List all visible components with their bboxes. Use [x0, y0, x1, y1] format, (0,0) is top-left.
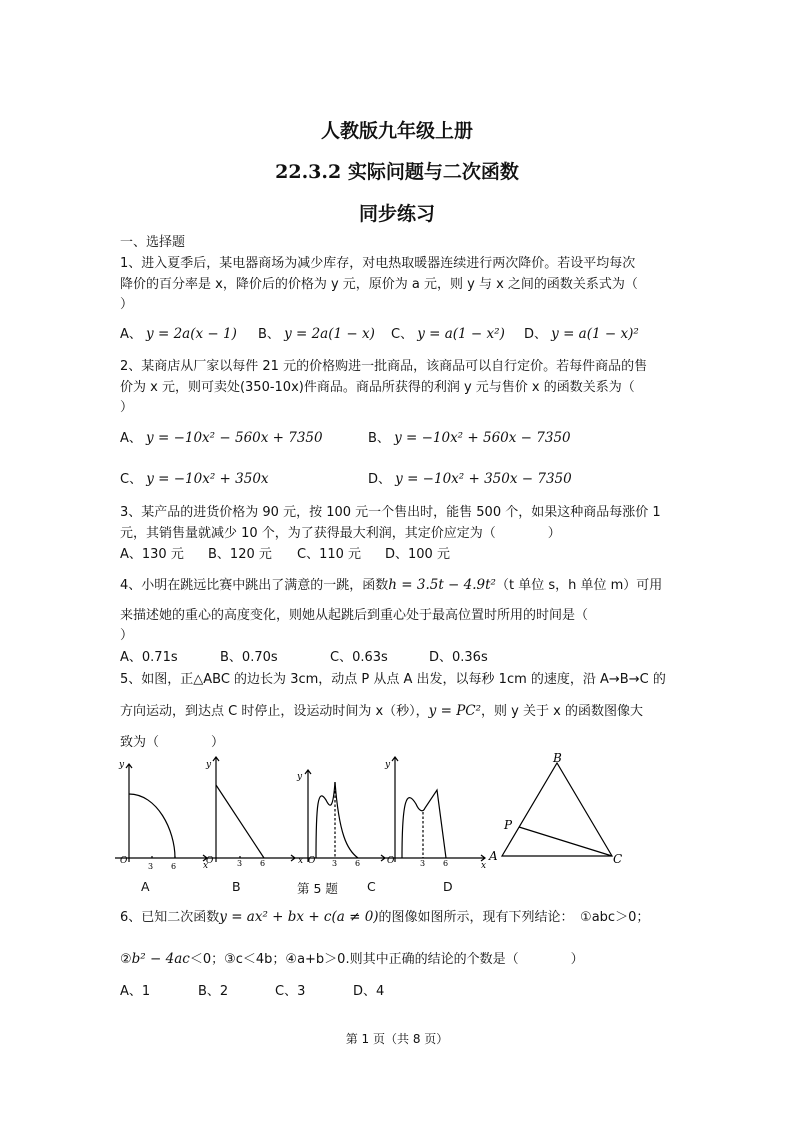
- title-line-2: 22.3.2 实际问题与二次函数: [275, 161, 519, 183]
- q6-option-b: B、2: [198, 984, 229, 999]
- q3-option-a: A、130 元: [120, 547, 184, 562]
- q5-figure: [115, 752, 635, 877]
- q4-option-d: D、0.36s: [429, 650, 488, 665]
- q5-formula: y = PC²: [428, 703, 482, 719]
- svg-text:y: y: [385, 760, 391, 770]
- svg-text:O: O: [387, 856, 395, 866]
- graph-c: [295, 770, 385, 862]
- q4-option-c: C、0.63s: [330, 650, 388, 665]
- svg-text:6: 6: [171, 862, 177, 871]
- q4-line-3: ）: [120, 628, 134, 643]
- svg-text:6: 6: [443, 859, 449, 868]
- svg-text:3: 3: [420, 859, 426, 868]
- graph-b: [205, 757, 295, 862]
- label-b: B: [553, 752, 562, 765]
- q4-option-a: A、0.71s: [120, 650, 178, 665]
- q4-option-b: B、0.70s: [220, 650, 278, 665]
- svg-text:3: 3: [332, 859, 338, 868]
- svg-text:x: x: [203, 861, 209, 871]
- svg-text:O: O: [120, 856, 128, 866]
- q3-option-c: C、110 元: [297, 547, 362, 562]
- svg-text:O: O: [308, 856, 316, 866]
- q1-line-2: 降价的百分率是 x，降价后的价格为 y 元，原价为 a 元，则 y 与 x 之间的函数关系式为（: [120, 277, 638, 292]
- q5-line-2: 方向运动，到达点 C 时停止，设运动时间为 x（秒），y = PC²，则 y 关于 x 的函数图像大: [120, 703, 643, 719]
- q3-option-b: B、120 元: [208, 547, 272, 562]
- q1-option-b: B、 y = 2a(1 − x): [258, 326, 375, 342]
- svg-text:6: 6: [355, 859, 361, 868]
- triangle-abc: [502, 763, 612, 856]
- q2-option-d: D、 y = −10x² + 350x − 7350: [368, 471, 572, 487]
- q5-line-1: 5、如图，正△ABC 的边长为 3cm，动点 P 从点 A 出发，以每秒 1cm 的速度，沿 A→B→C 的: [120, 672, 666, 687]
- q3-line-1: 3、某产品的进货价格为 90 元，按 100 元一个售出时，能售 500 个，如果这种商品每涨价 1: [120, 505, 661, 520]
- q1-option-d: D、 y = a(1 − x)²: [524, 326, 639, 342]
- caption-figure: 第 5 题: [297, 881, 338, 896]
- svg-text:y: y: [206, 760, 212, 770]
- q6-line-1: 6、已知二次函数y = ax² + bx + c(a ≠ 0)的图像如图所示，现有下列结论： ①abc＞0；: [120, 909, 650, 925]
- caption-a: A: [141, 879, 150, 894]
- q4-line-2: 来描述她的重心的高度变化，则她从起跳后到重心处于最高位置时所用的时间是（: [120, 608, 589, 623]
- q6-option-a: A、1: [120, 984, 151, 999]
- q4-line-1: 4、小明在跳远比赛中跳出了满意的一跳，函数h = 3.5t − 4.9t²（t 单位 s，h 单位 m）可用: [120, 577, 663, 593]
- svg-text:3: 3: [148, 862, 154, 871]
- section-heading: 一、选择题: [120, 235, 186, 250]
- q1-line-1: 1、进入夏季后，某电器商场为减少库存，对电热取暖器连续进行两次降价。若设平均每次: [120, 256, 636, 271]
- q3-line-2: 元，其销售量就减少 10 个，为了获得最大利润，其定价应定为（ ）: [120, 526, 561, 541]
- q6-formula-2: b² − 4ac: [131, 951, 190, 967]
- q4-formula: h = 3.5t − 4.9t²: [388, 577, 496, 593]
- q3-option-d: D、100 元: [385, 547, 450, 562]
- q1-line-3: ）: [120, 297, 134, 312]
- caption-b: B: [232, 879, 241, 894]
- svg-text:x: x: [298, 856, 304, 866]
- q2-line-2: 价为 x 元，则可卖处(350-10x)件商品。商品所获得的利润 y 元与售价 x 的函数关系为（: [120, 380, 635, 395]
- label-c: C: [613, 852, 623, 866]
- q6-line-2: ②b² − 4ac＜0；③c＜4b；④a+b＞0.则其中正确的结论的个数是（ ）: [120, 951, 584, 967]
- q6-option-d: D、4: [353, 984, 385, 999]
- svg-text:6: 6: [260, 859, 266, 868]
- q6-formula: y = ax² + bx + c(a ≠ 0): [219, 909, 379, 925]
- q2-option-c: C、 y = −10x² + 350x: [120, 471, 269, 487]
- page-footer: 第 1 页（共 8 页）: [345, 1032, 449, 1046]
- q1-option-a: A、 y = 2a(x − 1): [120, 326, 237, 342]
- q2-option-b: B、 y = −10x² + 560x − 7350: [368, 430, 571, 446]
- q2-option-a: A、 y = −10x² − 560x + 7350: [120, 430, 323, 446]
- caption-d: D: [443, 879, 453, 894]
- label-a: A: [489, 849, 498, 863]
- q1-option-c: C、 y = a(1 − x²): [391, 326, 505, 342]
- q2-line-1: 2、某商店从厂家以每件 21 元的价格购进一批商品，该商品可以自行定价。若每件商品的售: [120, 359, 648, 374]
- svg-text:y: y: [297, 772, 303, 782]
- title-line-1: 人教版九年级上册: [320, 120, 473, 142]
- title-line-3: 同步练习: [358, 203, 435, 225]
- svg-text:O: O: [206, 856, 214, 866]
- svg-text:y: y: [119, 760, 125, 770]
- q2-line-3: ）: [120, 400, 134, 415]
- q5-line-3: 致为（ ）: [120, 735, 225, 750]
- svg-text:x: x: [481, 861, 487, 871]
- caption-c: C: [367, 879, 376, 894]
- label-p: P: [504, 818, 513, 832]
- graph-d: [385, 757, 485, 862]
- graph-a: [115, 764, 207, 862]
- svg-text:3: 3: [237, 859, 243, 868]
- q6-option-c: C、3: [275, 984, 306, 999]
